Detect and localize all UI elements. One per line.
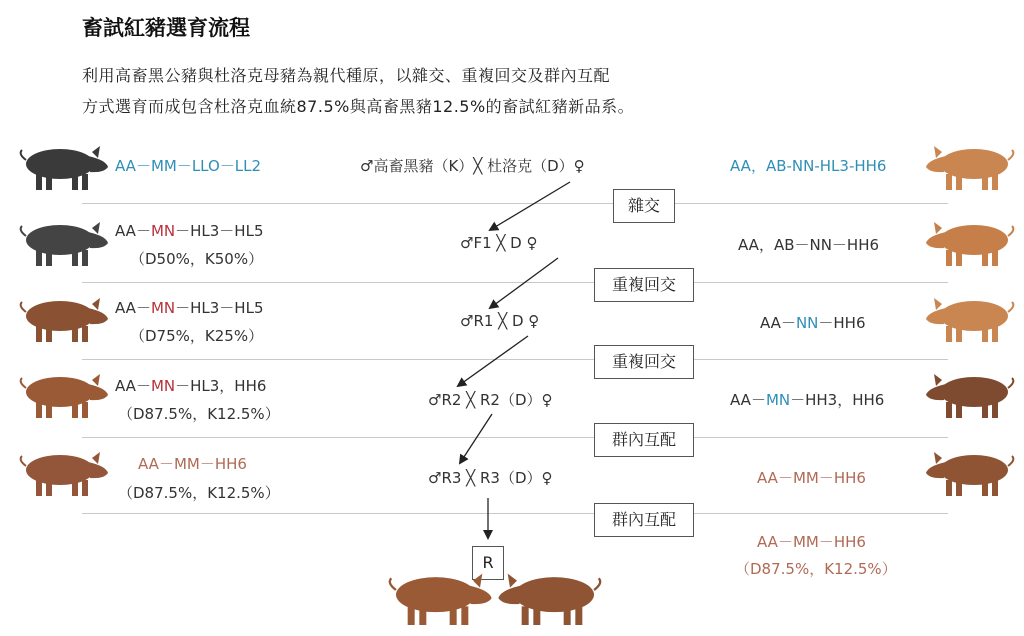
pig-icon [14, 368, 110, 420]
result-box: R [472, 546, 504, 580]
row2-left-genotype: AA－MN－HL3－HL5 [115, 222, 264, 240]
row5-left-ratio: （D87.5%，K12.5%） [118, 484, 280, 502]
row4-right-genotype: AA－MN－HH3，HH6 [730, 391, 885, 409]
result-genotype: AA－MM－HH6 [757, 533, 866, 551]
row1-cross: ♂高畜黑豬（K）╳ 杜洛克（D）♀ [360, 157, 585, 175]
step-box-backcross-2: 重複回交 [594, 345, 694, 379]
arrow-icon [458, 336, 528, 386]
pig-icon [924, 446, 1020, 498]
result-ratio: （D87.5%，K12.5%） [735, 560, 897, 578]
row4-left-genotype: AA－MN－HL3，HH6 [115, 377, 267, 395]
pig-icon [924, 292, 1020, 344]
intro-line-2: 方式選育而成包含杜洛克血統87.5%與高畜黑豬12.5%的畜試紅豬新品系。 [82, 97, 635, 116]
row2-left-ratio: （D50%，K50%） [130, 250, 264, 268]
arrow-icon [490, 182, 570, 230]
row1-right-genotype: AA，AB-NN-HL3-HH6 [730, 157, 887, 175]
arrow-icon [460, 414, 492, 463]
row3-left-genotype: AA－MN－HL3－HL5 [115, 299, 264, 317]
arrow-icon [490, 258, 558, 308]
pig-icon [14, 446, 110, 498]
step-box-intermating-1: 群內互配 [594, 423, 694, 457]
pig-icon [382, 566, 494, 628]
pig-icon [14, 292, 110, 344]
pig-icon [924, 216, 1020, 268]
pig-icon [496, 566, 608, 628]
row3-right-genotype: AA－NN－HH6 [760, 314, 866, 332]
row3-cross: ♂R1 ╳ D ♀ [460, 312, 540, 330]
pig-icon [14, 140, 110, 192]
row2-cross: ♂F1 ╳ D ♀ [460, 234, 538, 252]
row1-left-genotype: AA－MM－LLO－LL2 [115, 157, 262, 175]
pig-icon [14, 216, 110, 268]
intro-line-1: 利用高畜黑公豬與杜洛克母豬為親代種原，以雜交、重複回交及群內互配 [82, 66, 611, 85]
step-box-backcross-1: 重複回交 [594, 268, 694, 302]
row5-right-genotype: AA－MM－HH6 [757, 469, 866, 487]
row5-cross: ♂R3 ╳ R3（D）♀ [428, 469, 553, 487]
step-box-cross: 雜交 [613, 189, 675, 223]
pig-icon [924, 368, 1020, 420]
row2-right-genotype: AA，AB－NN－HH6 [738, 236, 880, 254]
step-box-intermating-2: 群內互配 [594, 503, 694, 537]
row4-cross: ♂R2 ╳ R2（D）♀ [428, 391, 553, 409]
row4-left-ratio: （D87.5%，K12.5%） [118, 405, 280, 423]
row3-left-ratio: （D75%，K25%） [130, 327, 264, 345]
row5-left-genotype: AA－MM－HH6 [138, 455, 247, 473]
page-title: 畜試紅豬選育流程 [82, 16, 250, 40]
pig-icon [924, 140, 1020, 192]
